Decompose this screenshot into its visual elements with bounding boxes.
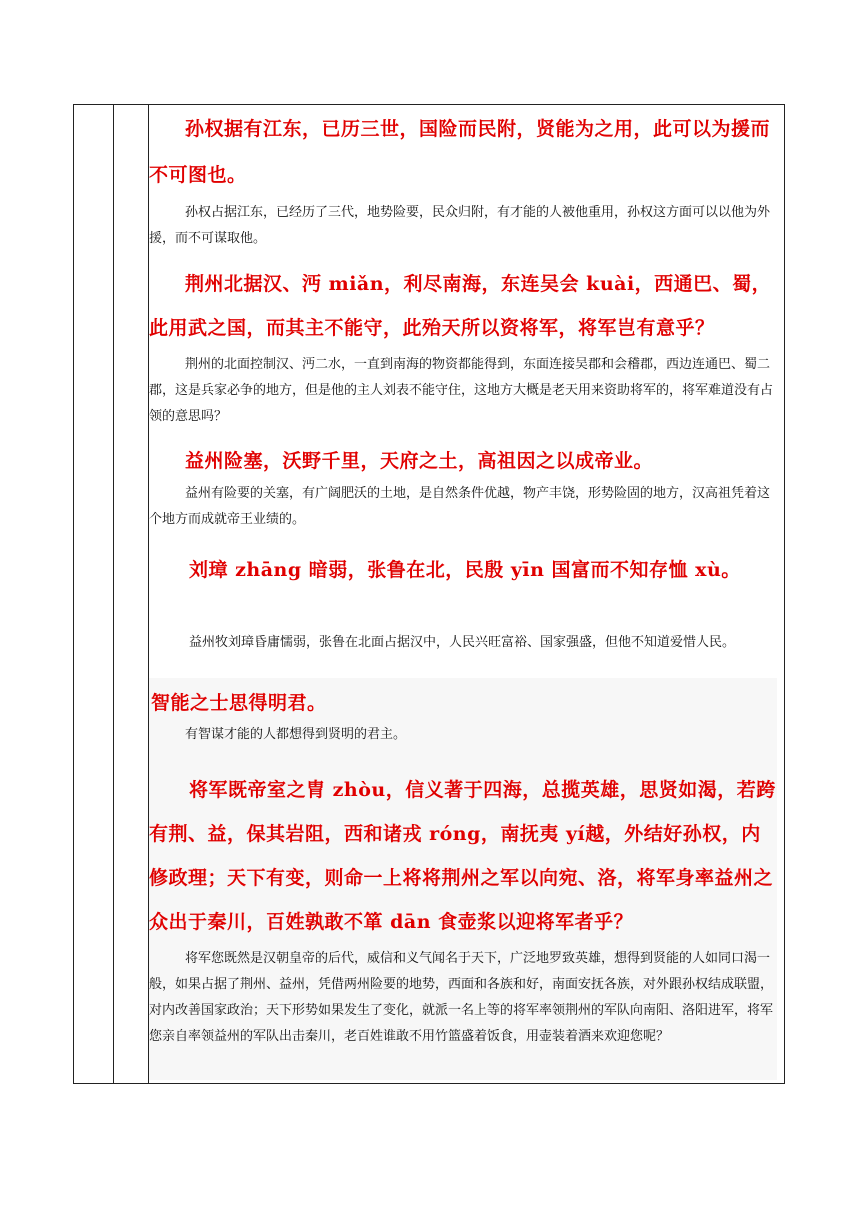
passage-block <box>149 262 781 430</box>
classical-text: 孙权据有江东，已历三世，国险而民附，贤能为之用，此可以为援而不可图也。 <box>149 118 771 186</box>
translation-text: 益州有险要的关塞，有广阔肥沃的土地，是自然条件优越，物产丰饶，形势险固的地方，汉高祖凭着这个地方而成就帝王业绩的。 <box>149 486 771 527</box>
classical-text: 荆州北据汉、沔 miǎn，利尽南海，东连吴会 kuài，西通巴、蜀，此用武之国，而其主不能守，此殆天所以资将军，将军岂有意乎？ <box>149 273 772 339</box>
classical-text: 智能之士思得明君。 <box>151 692 327 714</box>
translation-text: 将军您既然是汉朝皇帝的后代，威信和义气闻名于天下，广泛地罗致英雄，想得到贤能的人如同口渴一般，如果占据了荆州、益州，凭借两州险要的地势，西面和各族和好，南面安抚各族，对外跟孙权结成联盟，对内改善国家政治；天下形势如果发生了变化，就派一名上等的将军率领荆州的军队向南阳、洛阳进军，将军您亲自率领益州的军队出击秦川，老百姓谁敢不用竹篮盛着饭食，用壶装着酒来欢迎您呢？ <box>149 951 774 1044</box>
classical-text: 益州险塞，沃野千里，天府之土，高祖因之以成帝业。 <box>185 450 654 472</box>
column-divider <box>113 105 114 1083</box>
shaded-section <box>149 678 777 1080</box>
translation-text: 孙权占据江东，已经历了三代，地势险要，民众归附，有才能的人被他重用，孙权这方面可以以他为外援，而不可谋取他。 <box>149 205 771 246</box>
translation-text: 荆州的北面控制汉、沔二水，一直到南海的物资都能得到，东面连接吴郡和会稽郡，西边连通巴、蜀二郡，这是兵家必争的地方，但是他的主人刘表不能守住，这地方大概是老天用来资助将军的，将军难道没有占领的意思吗？ <box>149 357 774 424</box>
passage-block <box>149 552 781 656</box>
classical-text: 将军既帝室之胄 zhòu，信义著于四海，总揽英雄，思贤如渴，若跨有荆、益，保其岩阻，西和诸戎 róng，南抚夷 yí越，外结好孙权，内修政理；天下有变，则命一上将将荆州之军以向宛、洛，将军身率益州之众出于秦川，百姓孰敢不箪 dān 食壶浆以迎将军者乎？ <box>149 779 776 933</box>
classical-text: 刘璋 zhāng 暗弱，张鲁在北，民殷 yīn 国富而不知存恤 xù。 <box>189 559 741 581</box>
translation-text: 益州牧刘璋昏庸懦弱，张鲁在北面占据汉中，人民兴旺富裕、国家强盛，但他不知道爱惜人民。 <box>189 635 736 650</box>
passage-block <box>149 443 781 533</box>
translation-text: 有智谋才能的人都想得到贤明的君主。 <box>185 727 407 742</box>
passage-block <box>149 106 781 252</box>
